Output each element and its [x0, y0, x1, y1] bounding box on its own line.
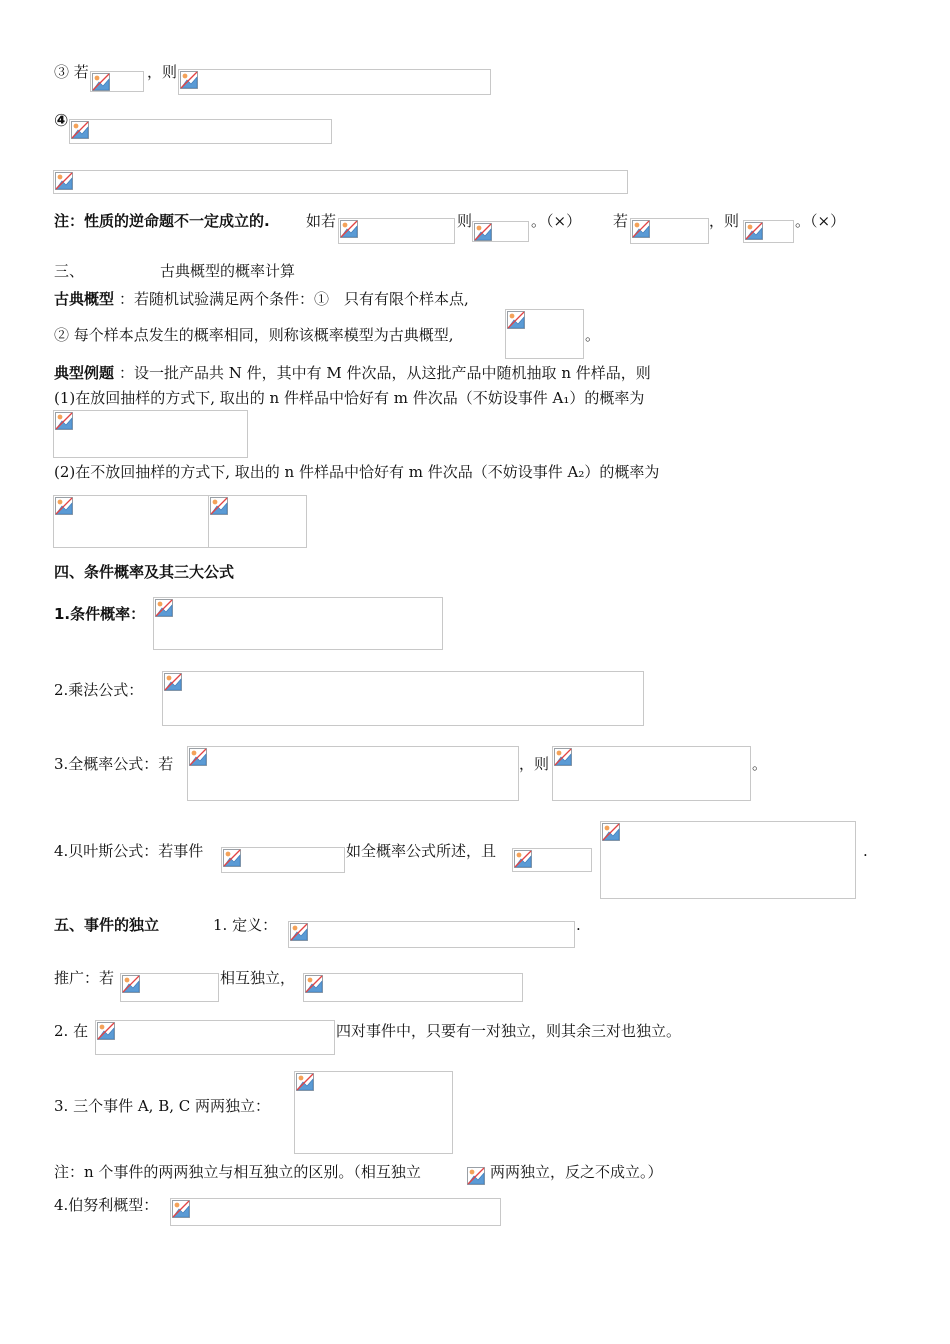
period: 。 — [585, 326, 601, 344]
then-text: ，则 — [147, 63, 178, 81]
formula-image — [600, 821, 856, 899]
formula-image — [512, 848, 592, 872]
term-label: 典型例题 — [54, 364, 115, 382]
formula-image — [162, 671, 644, 726]
broken-image-icon — [340, 220, 358, 238]
formula-image — [95, 1020, 335, 1055]
broken-image-icon — [172, 1200, 190, 1218]
period: . — [863, 842, 868, 860]
broken-image-icon — [507, 311, 525, 329]
formula-image — [630, 218, 709, 244]
formula-image — [294, 1071, 453, 1154]
item4-number: ④ — [54, 111, 69, 131]
formula-image — [552, 746, 751, 801]
formula-image — [303, 973, 523, 1002]
note-text: ，则 — [709, 212, 740, 230]
bernoulli-label: 4.伯努利概型： — [54, 1196, 159, 1214]
definition-text: ② 每个样本点发生的概率相同，则称该概率模型为古典概型, — [54, 326, 454, 344]
note-lead: 注：性质的逆命题不一定成立的. — [54, 212, 270, 230]
term-label: 古典概型 — [54, 290, 115, 308]
item3-prefix: ③ 若 — [54, 63, 89, 81]
broken-image-icon — [223, 849, 241, 867]
formula-image — [178, 69, 491, 95]
broken-image-icon — [474, 223, 492, 241]
broken-image-icon — [745, 222, 763, 240]
formula-image — [120, 973, 219, 1002]
formula-image — [69, 119, 332, 144]
formula-image — [53, 410, 248, 458]
then-text: ，则 — [519, 755, 550, 773]
broken-image-icon — [189, 748, 207, 766]
broken-image-icon — [55, 497, 73, 515]
formula-image — [338, 218, 455, 244]
formula-image — [53, 495, 209, 548]
example-question: (1)在放回抽样的方式下, 取出的 n 件样品中恰好有 m 件次品（不妨设事件 A₁）的概率为 — [54, 389, 645, 407]
broken-image-icon — [632, 220, 650, 238]
broken-image-icon — [92, 73, 110, 91]
formula-image — [743, 220, 794, 243]
extension-label: 推广：若 — [54, 969, 115, 987]
formula-image — [288, 921, 575, 948]
note-text: 注：n 个事件的两两独立与相互独立的区别。（相互独立 — [54, 1163, 421, 1181]
broken-image-icon — [210, 497, 228, 515]
broken-image-icon — [290, 923, 308, 941]
item2-text: 2. 在 — [54, 1022, 89, 1040]
broken-image-icon — [514, 850, 532, 868]
note-text: 如若 — [306, 212, 337, 230]
note-text: 。（×） — [795, 212, 846, 230]
formula-image — [472, 221, 529, 242]
section-number: 三、 — [54, 262, 85, 280]
broken-image-icon — [55, 412, 73, 430]
formula-image — [187, 746, 519, 801]
broken-image-icon — [554, 748, 572, 766]
formula-image — [208, 495, 307, 548]
formula-image — [221, 847, 345, 873]
section-title: 古典概型的概率计算 — [160, 262, 296, 280]
broken-image-icon — [122, 975, 140, 993]
broken-image-icon — [71, 121, 89, 139]
broken-image-icon — [467, 1167, 485, 1185]
broken-image-icon — [296, 1073, 314, 1091]
item2-text: 四对事件中，只要有一对独立，则其余三对也独立。 — [336, 1022, 682, 1040]
period: . — [576, 916, 581, 934]
broken-image-icon — [180, 71, 198, 89]
note-text: 两两独立，反之不成立。） — [490, 1163, 663, 1181]
formula-image — [505, 309, 584, 359]
pairwise-label: 3. 三个事件 A, B, C 两两独立： — [54, 1097, 271, 1115]
extension-text: 相互独立， — [220, 969, 296, 987]
broken-image-icon — [305, 975, 323, 993]
bayes-label: 4.贝叶斯公式：若事件 — [54, 842, 204, 860]
example-text: ：设一批产品共 N 件，其中有 M 件次品，从这批产品中随机抽取 n 件样品，则 — [119, 364, 651, 382]
definition-text: ：若随机试验满足两个条件：① 只有有限个样本点, — [119, 290, 469, 308]
definition-label: 1. 定义： — [213, 916, 278, 934]
bayes-text: 如全概率公式所述，且 — [346, 842, 497, 860]
note-text: 则 — [457, 212, 473, 230]
formula-image — [90, 71, 144, 92]
implies-symbol-image — [467, 1167, 489, 1185]
formula-image — [153, 597, 443, 650]
note-text: 。（×） — [531, 212, 582, 230]
period: 。 — [752, 755, 768, 773]
note-text: 若 — [613, 212, 629, 230]
section-title: 四、条件概率及其三大公式 — [54, 563, 235, 581]
broken-image-icon — [602, 823, 620, 841]
example-question: (2)在不放回抽样的方式下, 取出的 n 件样品中恰好有 m 件次品（不妨设事件 A₂）的概率为 — [54, 463, 660, 481]
conditional-prob-label: 1.条件概率： — [54, 605, 146, 623]
broken-image-icon — [164, 673, 182, 691]
broken-image-icon — [97, 1022, 115, 1040]
section-title: 五、事件的独立 — [54, 916, 160, 934]
formula-image — [53, 170, 628, 194]
multiplication-label: 2.乘法公式： — [54, 681, 144, 699]
total-prob-label: 3.全概率公式：若 — [54, 755, 174, 773]
formula-image — [170, 1198, 501, 1226]
broken-image-icon — [55, 172, 73, 190]
broken-image-icon — [155, 599, 173, 617]
